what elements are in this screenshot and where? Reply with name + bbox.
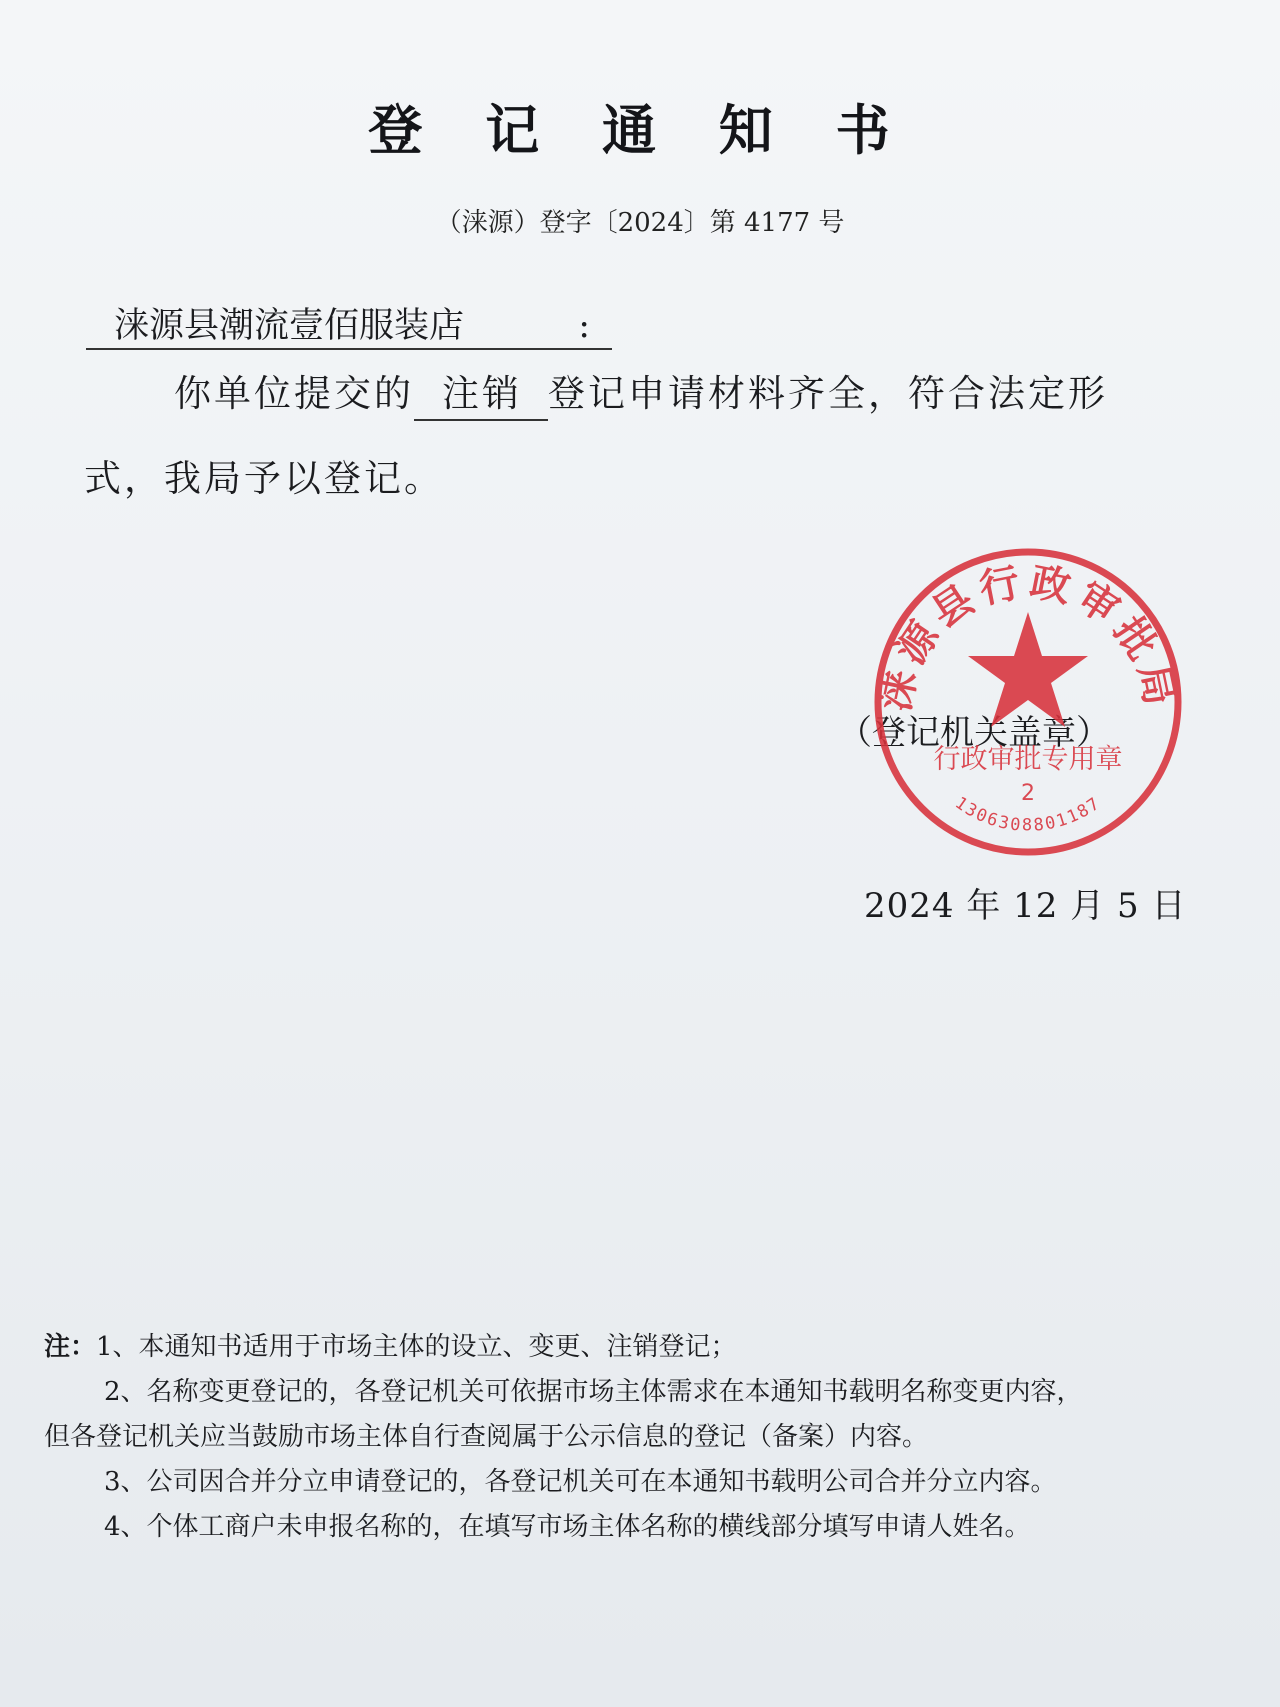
- seal-label: （登记机关盖章）: [838, 713, 1110, 753]
- body-prefix: 你单位提交的: [174, 372, 414, 415]
- note-item-2: 2、名称变更登记的，各登记机关可依据市场主体需求在本通知书载明名称变更内容，: [104, 1377, 1083, 1407]
- note-item-4: 4、个体工商户未申报名称的，在填写市场主体名称的横线部分填写申请人姓名。: [104, 1512, 1031, 1542]
- seal-inner-text: 行政审批专用章: [933, 744, 1123, 775]
- addressee-colon: :: [578, 306, 590, 346]
- official-seal: [868, 542, 1188, 862]
- issue-date: 2024 年 12 月 5 日: [864, 886, 1187, 926]
- body-line-2: 式，我局予以登记。: [84, 457, 444, 500]
- seal-code: 1306308801187: [951, 793, 1105, 836]
- notes-section: [44, 1325, 1274, 1550]
- seal-star-icon: [968, 612, 1088, 727]
- document-number: （涞源）登字〔2024〕第 4177 号: [435, 208, 845, 238]
- notes-lead: 注：: [44, 1332, 97, 1362]
- addressee-line: [86, 304, 612, 350]
- note-item-3: 3、公司因合并分立申请登记的，各登记机关可在本通知书载明公司合并分立内容。: [104, 1467, 1057, 1497]
- document-title: 登 记 通 知 书: [368, 99, 912, 162]
- addressee-name: 涞源县潮流壹佰服装店: [114, 306, 465, 346]
- seal-number: 2: [1021, 781, 1035, 806]
- seal-outer-text: 涞源县行政审批局: [872, 558, 1184, 715]
- registration-type-fill: 注销: [414, 369, 548, 421]
- body-line-1: [174, 368, 1108, 421]
- body-suffix: 登记申请材料齐全，符合法定形: [548, 372, 1108, 415]
- note-item-2-continued: 但各登记机关应当鼓励市场主体自行查阅属于公示信息的登记（备案）内容。: [44, 1422, 929, 1452]
- note-item-1: 注：1、本通知书适用于市场主体的设立、变更、注销登记；: [44, 1332, 737, 1362]
